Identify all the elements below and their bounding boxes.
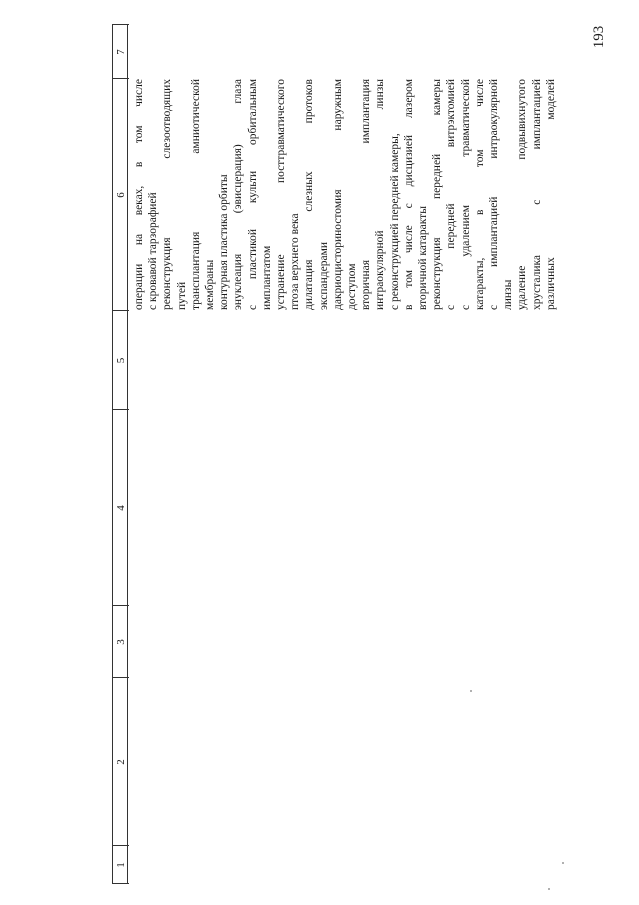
text-line: устранение посттравматического: [275, 79, 288, 310]
text-line: трансплантация амниотической: [189, 79, 202, 310]
text-line: контурная пластика орбиты: [218, 174, 231, 310]
text-line: путей: [175, 281, 188, 310]
page-number: 193: [591, 25, 607, 49]
text-line: реконструкция передней камеры: [431, 79, 444, 310]
column-header-6: 6: [115, 192, 127, 198]
text-line: вторичной катаракты: [417, 206, 430, 310]
column-header-4: 4: [115, 505, 127, 511]
text-line: с передней витрэктомией: [445, 79, 458, 310]
text-line: с пластикой культи орбитальным: [246, 79, 259, 310]
column-6-content: [132, 79, 557, 310]
column-header-5: 5: [115, 357, 127, 364]
text-line: операции на веках, в том числе: [133, 79, 145, 310]
text-line: дилатация слезных протоков: [303, 79, 316, 310]
column-header-3: 3: [115, 639, 127, 645]
text-line: экспандерами: [317, 242, 330, 310]
text-line: реконструкция слезоотводящих: [161, 79, 174, 310]
text-line: различных моделей: [544, 79, 557, 310]
text-line: удаление подвывихнутого: [516, 79, 529, 310]
text-line: с удалением травматической: [459, 79, 472, 310]
text-line: линзы: [502, 279, 515, 310]
text-line: в том числе с дисцизией лазером: [402, 79, 415, 310]
scan-speck: [562, 862, 564, 864]
text-line: хрусталика с имплантацией: [530, 79, 543, 310]
text-line: доступом: [346, 263, 359, 310]
column-header-1: 1: [115, 862, 127, 868]
text-line: птоза верхнего века: [289, 213, 302, 310]
text-line: с реконструкцией передней камеры,: [388, 133, 401, 310]
text-line: мембраны: [204, 259, 217, 310]
text-line: с имплантацией интраокулярной: [488, 79, 501, 310]
text-line: с кровавой тарзорафией: [147, 192, 160, 310]
text-line: катаракты, в том числе: [473, 79, 486, 310]
text-line: вторичная имплантация: [360, 79, 373, 310]
column-header-7: 7: [115, 49, 127, 55]
scan-speck: [470, 690, 472, 692]
text-line: имплантатом: [260, 245, 273, 310]
text-line: интраокулярной линзы: [374, 79, 387, 310]
text-line: энуклеация (эвисцерация) глаза: [232, 79, 245, 310]
text-line: дакриоцисториностомия наружным: [331, 79, 344, 310]
rotated-table: [112, 24, 557, 884]
column-header-2: 2: [115, 759, 127, 765]
scan-speck: [548, 888, 550, 890]
table-header-row: [112, 24, 128, 884]
